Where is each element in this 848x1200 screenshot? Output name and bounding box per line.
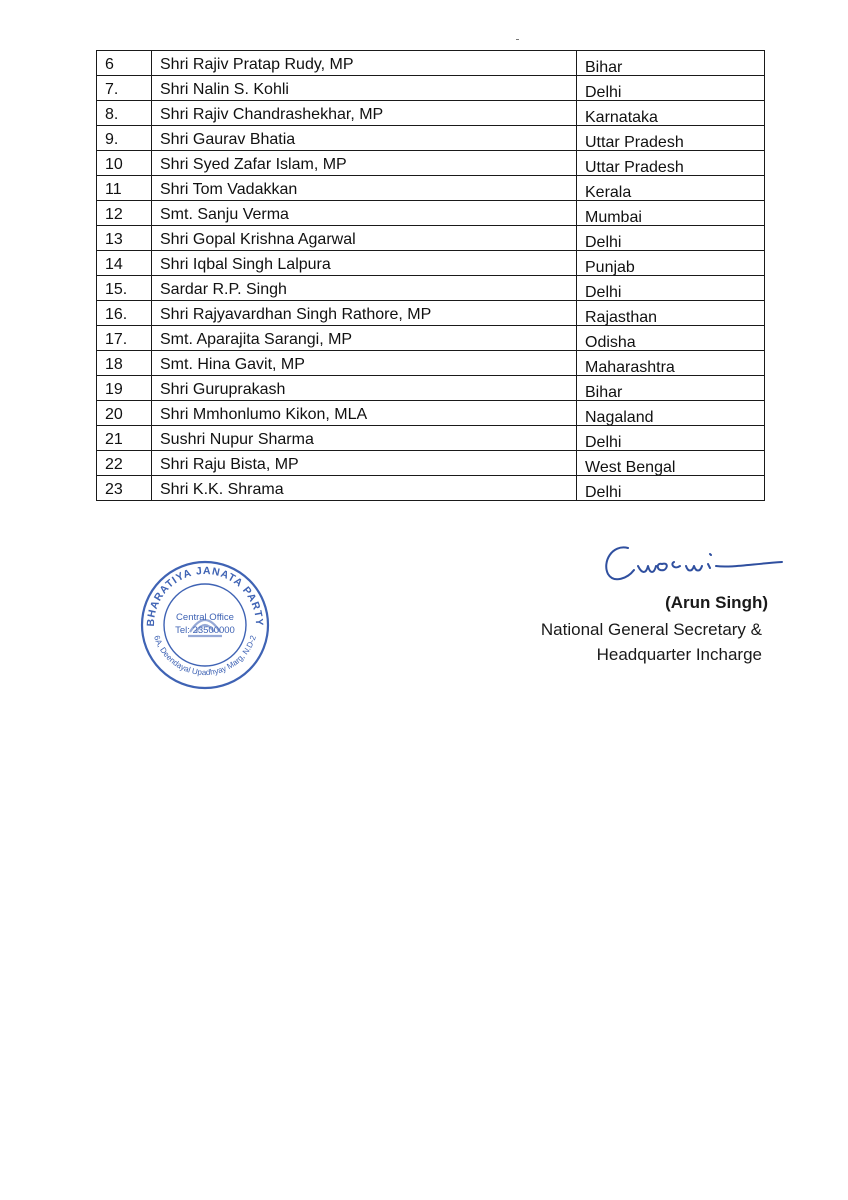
serial-number-cell: [97, 326, 152, 351]
scan-speck: [516, 39, 519, 40]
member-name-text: Smt. Sanju Verma: [160, 206, 289, 223]
seal-office-text: Central Office: [176, 612, 234, 623]
serial-number-text: 7.: [105, 81, 119, 98]
member-name-text: Shri Guruprakash: [160, 381, 286, 398]
serial-number-cell: [97, 126, 152, 151]
member-name-cell: [152, 251, 577, 276]
serial-number-cell: [97, 451, 152, 476]
table-row: [97, 401, 765, 426]
serial-number-text: 23: [105, 481, 123, 498]
table-row: [97, 476, 765, 501]
member-name-text: Shri Mmhonlumo Kikon, MLA: [160, 406, 368, 423]
state-cell: [577, 251, 765, 276]
state-text: Uttar Pradesh: [585, 134, 684, 151]
serial-number-text: 18: [105, 356, 123, 373]
member-name-text: Sardar R.P. Singh: [160, 281, 287, 298]
serial-number-cell: [97, 76, 152, 101]
member-name-cell: [152, 201, 577, 226]
seal-ring-text: BHARATIYA JANATA PARTY: [144, 564, 266, 627]
state-cell: [577, 151, 765, 176]
table-row: [97, 451, 765, 476]
serial-number-cell: [97, 51, 152, 76]
member-name-text: Sushri Nupur Sharma: [160, 431, 314, 448]
table-row: [97, 376, 765, 401]
serial-number-text: 6: [105, 56, 114, 73]
members-table: [96, 50, 765, 501]
state-text: Uttar Pradesh: [585, 159, 684, 176]
member-name-cell: [152, 51, 577, 76]
serial-number-text: 9.: [105, 131, 119, 148]
table-row: [97, 76, 765, 101]
member-name-cell: [152, 101, 577, 126]
state-text: Delhi: [585, 84, 622, 101]
serial-number-cell: [97, 151, 152, 176]
state-text: Odisha: [585, 334, 636, 351]
member-name-cell: [152, 151, 577, 176]
member-name-cell: [152, 451, 577, 476]
member-name-text: Shri Rajyavardhan Singh Rathore, MP: [160, 306, 432, 323]
member-name-cell: [152, 401, 577, 426]
member-name-text: Shri Nalin S. Kohli: [160, 81, 289, 98]
table-row: [97, 101, 765, 126]
state-text: Karnataka: [585, 109, 658, 126]
table-row: [97, 51, 765, 76]
member-name-text: Shri Raju Bista, MP: [160, 456, 299, 473]
member-name-cell: [152, 76, 577, 101]
member-name-text: Shri Tom Vadakkan: [160, 181, 298, 198]
member-name-text: Smt. Aparajita Sarangi, MP: [160, 331, 353, 348]
designation-line-1: National General Secretary &: [540, 620, 762, 639]
member-name-text: Shri Gopal Krishna Agarwal: [160, 231, 356, 248]
member-name-cell: [152, 326, 577, 351]
table-row: [97, 301, 765, 326]
state-text: Delhi: [585, 484, 622, 501]
table-row: [97, 351, 765, 376]
serial-number-cell: [97, 276, 152, 301]
table-row: [97, 326, 765, 351]
state-cell: [577, 51, 765, 76]
serial-number-cell: [97, 476, 152, 501]
state-cell: [577, 76, 765, 101]
handwritten-signature: [598, 540, 784, 590]
members-table-body: [97, 51, 765, 501]
serial-number-cell: [97, 376, 152, 401]
member-name-text: Shri Rajiv Pratap Rudy, MP: [160, 56, 354, 73]
serial-number-cell: [97, 201, 152, 226]
state-text: Rajasthan: [585, 309, 658, 326]
state-cell: [577, 201, 765, 226]
state-text: West Bengal: [585, 459, 676, 476]
member-name-cell: [152, 426, 577, 451]
serial-number-cell: [97, 176, 152, 201]
serial-number-cell: [97, 401, 152, 426]
state-text: Maharashtra: [585, 359, 675, 376]
state-text: Kerala: [585, 184, 632, 201]
state-cell: [577, 301, 765, 326]
member-name-cell: [152, 126, 577, 151]
table-row: [97, 176, 765, 201]
member-name-text: Shri Gaurav Bhatia: [160, 131, 296, 148]
serial-number-text: 15.: [105, 281, 128, 298]
signatory-designation: [462, 617, 762, 667]
state-text: Delhi: [585, 284, 622, 301]
table-row: [97, 276, 765, 301]
serial-number-text: 14: [105, 256, 123, 273]
state-cell: [577, 401, 765, 426]
state-cell: [577, 326, 765, 351]
serial-number-text: 20: [105, 406, 123, 423]
table-row: [97, 126, 765, 151]
state-cell: [577, 226, 765, 251]
member-name-text: Smt. Hina Gavit, MP: [160, 356, 305, 373]
serial-number-cell: [97, 301, 152, 326]
serial-number-cell: [97, 426, 152, 451]
state-cell: [577, 476, 765, 501]
signatory-name: (Arun Singh): [665, 593, 768, 612]
member-name-text: Shri Rajiv Chandrashekhar, MP: [160, 106, 384, 123]
table-row: [97, 426, 765, 451]
state-text: Mumbai: [585, 209, 642, 226]
serial-number-cell: [97, 351, 152, 376]
serial-number-cell: [97, 226, 152, 251]
table-row: [97, 151, 765, 176]
state-cell: [577, 176, 765, 201]
member-name-text: Shri Iqbal Singh Lalpura: [160, 256, 331, 273]
serial-number-text: 16.: [105, 306, 128, 323]
member-name-cell: [152, 226, 577, 251]
member-name-cell: [152, 301, 577, 326]
serial-number-text: 19: [105, 381, 123, 398]
state-text: Punjab: [585, 259, 635, 276]
table-row: [97, 251, 765, 276]
state-cell: [577, 101, 765, 126]
serial-number-text: 8.: [105, 106, 119, 123]
state-cell: [577, 126, 765, 151]
serial-number-cell: [97, 251, 152, 276]
member-name-cell: [152, 276, 577, 301]
member-name-cell: [152, 476, 577, 501]
state-cell: [577, 351, 765, 376]
serial-number-text: 17.: [105, 331, 128, 348]
table-row: [97, 226, 765, 251]
table-row: [97, 201, 765, 226]
state-text: Delhi: [585, 434, 622, 451]
designation-line-2: Headquarter Incharge: [596, 645, 762, 664]
member-name-cell: [152, 376, 577, 401]
state-text: Bihar: [585, 59, 623, 76]
state-cell: [577, 376, 765, 401]
serial-number-cell: [97, 101, 152, 126]
state-text: Bihar: [585, 384, 623, 401]
serial-number-text: 21: [105, 431, 123, 448]
member-name-text: Shri K.K. Shrama: [160, 481, 284, 498]
member-name-text: Shri Syed Zafar Islam, MP: [160, 156, 347, 173]
serial-number-text: 10: [105, 156, 123, 173]
state-cell: [577, 426, 765, 451]
state-cell: [577, 451, 765, 476]
seal-address-text: 6A, Deendayal Upadhyay Marg, N.D-2: [152, 634, 258, 678]
party-seal-stamp: [140, 560, 270, 690]
serial-number-text: 12: [105, 206, 123, 223]
state-text: Nagaland: [585, 409, 654, 426]
seal-phone-text: Tel: 23500000: [175, 625, 235, 636]
serial-number-text: 22: [105, 456, 123, 473]
serial-number-text: 11: [105, 181, 122, 198]
state-cell: [577, 276, 765, 301]
member-name-cell: [152, 351, 577, 376]
serial-number-text: 13: [105, 231, 123, 248]
state-text: Delhi: [585, 234, 622, 251]
member-name-cell: [152, 176, 577, 201]
